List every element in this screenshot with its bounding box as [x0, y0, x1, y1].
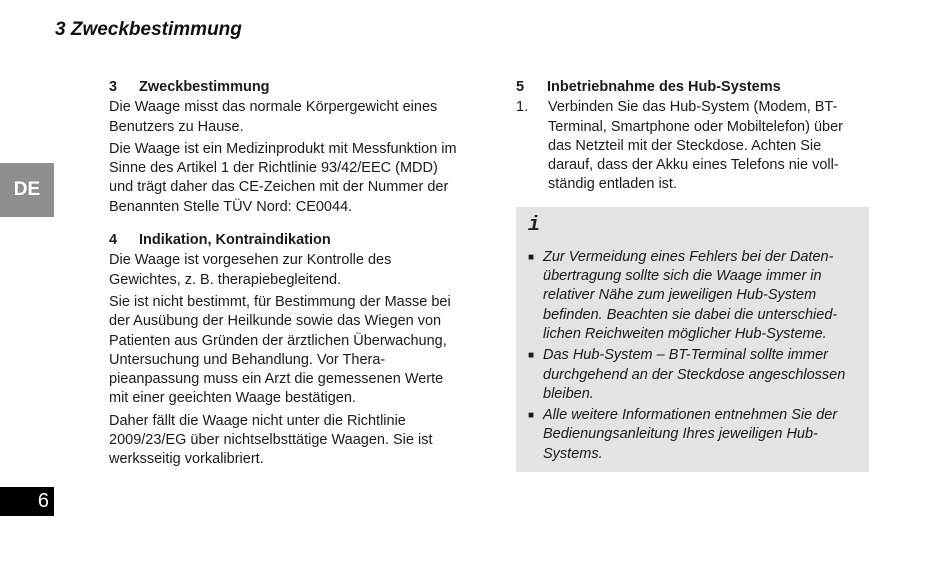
section-number: 3 [109, 79, 118, 95]
square-bullet-icon: ■ [528, 251, 535, 263]
paragraph: Die Waage ist ein Medizinprodukt mit Messfunktion im Sinne des Artikel 1 der Richtlinie 93/42/EEC (MDD) und trägt daher das CE-Zeichen mit der Nummer der Benannten Stelle TÜV Nord: CE0044. [109, 140, 457, 215]
list-item [528, 406, 855, 464]
section-number: 4 [109, 232, 118, 249]
left-column [109, 78, 461, 473]
list-item [528, 346, 855, 404]
section-heading [109, 78, 461, 97]
list-item [528, 248, 855, 344]
step-number: 1. [516, 99, 529, 116]
info-box [516, 207, 869, 472]
bullet-text: Alle weitere Informationen entnehmen Sie der Bedienungsanleitung Ihres jeweiligen Hub-Systems. [543, 407, 838, 462]
language-tab: DE [0, 163, 54, 217]
section-title: Zweckbestimmung [139, 79, 270, 95]
page-title: 3 Zweckbestimmung [55, 19, 242, 40]
bullet-text: Zur Vermeidung eines Fehlers bei der Datenübertragung sollte sich die Waage immer in relativer Nähe zum jeweiligen Hub-System befinden. Beachten sie dabei die unterschiedlichen Reichweiten möglicher Hub-Systeme. [543, 248, 838, 342]
paragraph: Die Waage ist vorgesehen zur Kontrolle des Gewichtes, z. B. therapiebegleitend. [109, 252, 392, 288]
page-number: 6 [0, 487, 54, 516]
paragraph: Die Waage misst das normale Körpergewicht eines Benutzers zu Hause. [109, 99, 438, 135]
square-bullet-icon: ■ [528, 350, 535, 362]
bullet-text: Das Hub-System – BT-Terminal sollte immer durchgehend an der Steckdose angeschlossen bleiben. [543, 347, 846, 402]
section-number: 5 [516, 79, 525, 95]
section-title: Indikation, Kontraindikation [139, 232, 331, 249]
right-column [516, 78, 869, 472]
square-bullet-icon: ■ [528, 410, 535, 422]
numbered-step [516, 98, 869, 194]
step-text: Verbinden Sie das Hub-System (Modem, BT-Terminal, Smartphone oder Mobiltelefon) über das Netzteil mit der Steckdose. Achten Sie darauf, dass der Akku eines Telefons nie vollständig entladen ist. [548, 99, 843, 193]
section-heading [109, 231, 461, 250]
paragraph: Daher fällt die Waage nicht unter die Richtlinie 2009/23/EG über nichtselbsttätige Waagen. Sie ist werksseitig vorkalibriert. [109, 412, 433, 468]
info-icon: i [528, 213, 541, 237]
paragraph: Sie ist nicht bestimmt, für Bestimmung der Masse bei der Ausübung der Heilkunde sowie das Wiegen von Patienten aus Gründen der ärztlichen Überwachung, Untersuchung und Behandlung. Vor Therapieanpassung muss ein Arzt die gemessenen Werte mit einer geeichten Waage bestätigen. [109, 293, 451, 407]
section-heading [516, 78, 869, 97]
section-title: Inbetriebnahme des Hub-Systems [547, 79, 781, 95]
